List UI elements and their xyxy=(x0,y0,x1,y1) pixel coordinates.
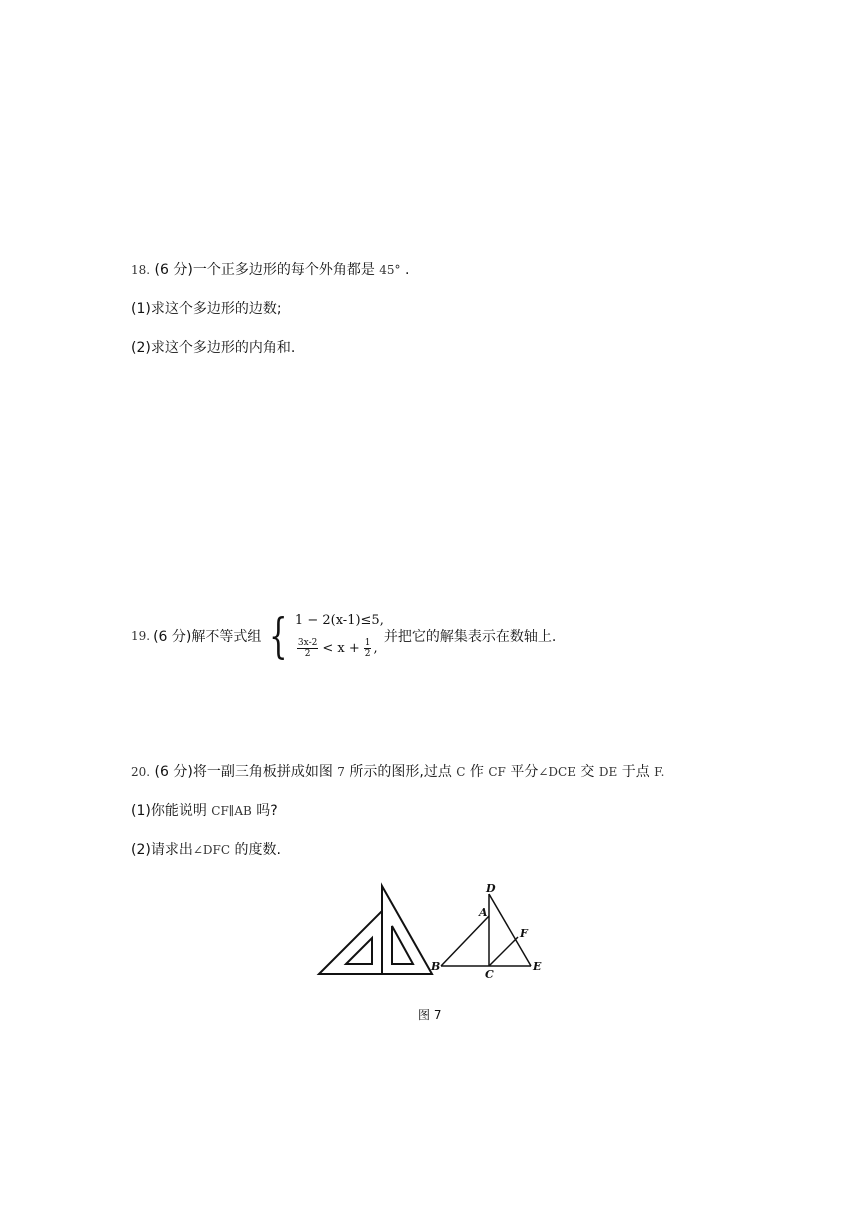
label-d: D xyxy=(486,882,496,895)
figure-caption: 图 7 xyxy=(418,1008,442,1022)
q18-end: . xyxy=(405,262,410,278)
fraction-right-den: 2 xyxy=(364,648,371,659)
segment-ba xyxy=(441,916,489,966)
q20-fig-num: 7 xyxy=(337,765,345,779)
q18-sub1: (1)求这个多边形的边数; xyxy=(131,301,282,317)
q20-text-e: 交 xyxy=(580,764,595,780)
q20-text-b: 所示的图形,过点 xyxy=(349,764,452,780)
q20-sub2-a: (2)请求出 xyxy=(131,842,193,858)
label-e: E xyxy=(533,960,542,973)
fraction-left-num: 3x-2 xyxy=(297,637,318,648)
fraction-left-den: 2 xyxy=(304,648,311,659)
inequality-1: 1 − 2(x-1)≤5, xyxy=(294,613,384,628)
q19-points: (6 分) xyxy=(153,629,192,645)
q20-points: (6 分) xyxy=(154,764,193,780)
q20-text-d: 平分 xyxy=(510,764,539,780)
set-square-30-60 xyxy=(382,886,432,974)
q20-sub2 xyxy=(131,840,281,860)
label-f: F xyxy=(520,927,528,940)
fraction-right xyxy=(364,638,372,659)
figure-7 xyxy=(316,880,548,982)
q20-sub2-angle: ∠DFC xyxy=(192,843,231,857)
q18-stem xyxy=(131,260,409,280)
fraction-right-num: 1 xyxy=(364,637,371,648)
label-a: A xyxy=(479,906,488,919)
q20-angle-dce: ∠DCE xyxy=(538,765,576,779)
q18-sub2: (2)求这个多边形的内角和. xyxy=(131,340,296,356)
q20-text-c: 作 xyxy=(469,764,484,780)
label-c: C xyxy=(485,968,494,981)
q20-stem xyxy=(131,762,664,782)
q20-seg-cf: CF xyxy=(488,765,506,779)
segment-cf xyxy=(489,937,518,966)
q19-text-a: 解不等式组 xyxy=(191,629,262,645)
inequality-2-mid: < x + xyxy=(322,640,360,656)
inequality-system xyxy=(295,609,384,663)
q20-sub1-b: 吗? xyxy=(256,803,278,819)
label-b: B xyxy=(431,960,441,973)
q20-seg-de: DE xyxy=(598,765,618,779)
q18-points: (6 分) xyxy=(154,262,193,278)
q20-sub2-b: 的度数. xyxy=(234,842,281,858)
q18-number: 18. xyxy=(131,263,151,277)
set-square-30-60-cutout xyxy=(392,926,413,964)
q18-angle: 45° xyxy=(379,263,401,277)
q19-text-b: 并把它的解集表示在数轴上. xyxy=(383,629,557,645)
q19-number: 19. xyxy=(131,629,151,643)
q20-point-c: C xyxy=(456,765,466,779)
q20-text-f: 于点 xyxy=(621,764,650,780)
q20-point-f: F. xyxy=(654,765,665,779)
q20-number: 20. xyxy=(131,765,151,779)
q20-text-a: 将一副三角板拼成如图 xyxy=(192,764,333,780)
inequality-2-end: , xyxy=(373,640,378,656)
q20-sub1 xyxy=(131,801,278,821)
q20-sub1-rel: CF∥AB xyxy=(211,804,252,818)
fraction-left xyxy=(297,638,318,659)
inequality-2 xyxy=(295,633,384,663)
q19-stem xyxy=(131,606,556,666)
q18-text-a: 一个正多边形的每个外角都是 xyxy=(192,262,375,278)
system-brace: { xyxy=(269,608,288,664)
q20-sub1-a: (1)你能说明 xyxy=(131,803,207,819)
